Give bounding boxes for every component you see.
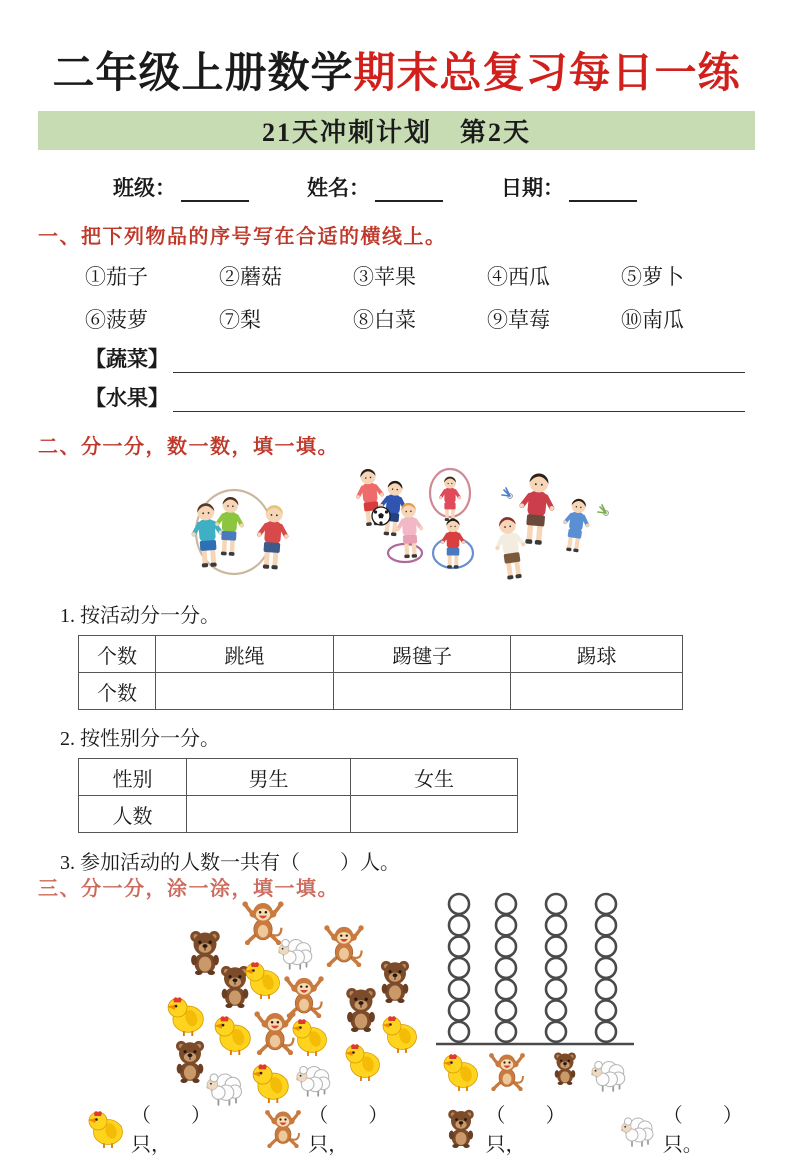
student-info-row [113, 172, 793, 202]
fruit-label: 【水果】 [85, 386, 169, 410]
vegetable-answer-row [85, 343, 745, 373]
tally-circle-bear[interactable] [546, 937, 566, 957]
tally-circle-chick[interactable] [449, 1022, 469, 1042]
shuttlecock-green-icon [598, 505, 608, 515]
monkey-icon [324, 925, 363, 967]
item-2: ②蘑菇 [219, 265, 282, 289]
shuttlecock-blue-icon [502, 488, 512, 498]
kids-illustration-canvas [0, 461, 793, 596]
answer-cell[interactable] [351, 796, 518, 833]
fruit-answer-row [85, 382, 745, 412]
item-10: ⑩南瓜 [621, 308, 684, 332]
bear-icon [554, 1052, 576, 1085]
question-1-label: 1. 按活动分一分。 [60, 605, 220, 627]
name-field [307, 172, 443, 202]
chick-icon [252, 1064, 288, 1103]
count-blank-text: （ ）只， [308, 1105, 389, 1156]
header-cell: 踢毽子 [334, 636, 511, 673]
date-label: 日期： [501, 176, 564, 200]
table-row [79, 673, 683, 710]
monkey-icon [242, 901, 283, 945]
sheep-icon [616, 1106, 660, 1150]
header-cell: 性别 [79, 759, 187, 796]
title-red: 期末总复习每日一练 [353, 51, 741, 97]
tally-circle-chick[interactable] [449, 894, 469, 914]
tally-circle-chick[interactable] [449, 1001, 469, 1021]
tally-circle-bear[interactable] [546, 958, 566, 978]
item-9: ⑨草莓 [487, 308, 550, 332]
row-label-cell: 人数 [79, 796, 187, 833]
tally-circle-sheep[interactable] [596, 894, 616, 914]
tally-circle-chick[interactable] [449, 979, 469, 999]
item-1: ①茄子 [85, 265, 148, 289]
chick-icon [84, 1106, 128, 1150]
sheep-icon [296, 1066, 330, 1096]
bear-icon [439, 1106, 483, 1150]
header-cell: 女生 [351, 759, 518, 796]
name-blank[interactable] [375, 178, 443, 202]
count-blank-chick[interactable] [84, 1099, 247, 1157]
item-7: ⑦梨 [219, 308, 261, 332]
chick-icon [443, 1054, 478, 1091]
count-blank-monkey[interactable] [261, 1099, 424, 1157]
worksheet-page [0, 40, 793, 1162]
chick-icon [214, 1016, 250, 1055]
tally-circle-monkey[interactable] [496, 1001, 516, 1021]
chick-icon [245, 962, 280, 999]
question-2-label: 2. 按性别分一分。 [60, 728, 220, 750]
count-blank-bear[interactable] [439, 1099, 602, 1157]
sheep-icon [591, 1061, 625, 1091]
children-activities-illustration [0, 461, 793, 596]
answer-cell[interactable] [511, 673, 683, 710]
item-list [85, 261, 793, 334]
item-8: ⑧白菜 [353, 308, 416, 332]
answer-cell[interactable] [334, 673, 511, 710]
count-blank-text: （ ）只。 [662, 1105, 743, 1156]
monkey-icon [254, 1011, 295, 1055]
monkey-icon [261, 1106, 305, 1150]
monkey-icon [489, 1053, 525, 1091]
tally-circle-bear[interactable] [546, 1001, 566, 1021]
counting-section [0, 883, 793, 1095]
vegetable-label: 【蔬菜】 [85, 347, 169, 371]
vegetable-answer-line[interactable] [173, 346, 745, 373]
tally-circle-sheep[interactable] [596, 1001, 616, 1021]
header-cell: 跳绳 [156, 636, 334, 673]
gender-table [78, 758, 518, 833]
animal-tally-canvas [0, 883, 793, 1095]
tally-circle-chick[interactable] [449, 937, 469, 957]
tally-circle-sheep[interactable] [596, 958, 616, 978]
boy-overalls-figure [560, 497, 593, 553]
answer-cell[interactable] [156, 673, 334, 710]
activity-table [78, 635, 683, 710]
answer-cell[interactable] [187, 796, 351, 833]
tally-circle-sheep[interactable] [596, 1022, 616, 1042]
tally-circle-sheep[interactable] [596, 979, 616, 999]
item-3: ③苹果 [353, 265, 416, 289]
item-4: ④西瓜 [487, 265, 550, 289]
chick-icon [345, 1044, 380, 1081]
tally-circle-chick[interactable] [449, 958, 469, 978]
kicking-girl-figure [491, 515, 529, 581]
tally-circle-bear[interactable] [546, 894, 566, 914]
tally-circle-monkey[interactable] [496, 979, 516, 999]
date-field [501, 172, 637, 202]
chick-icon [382, 1016, 417, 1053]
tally-circle-monkey[interactable] [496, 894, 516, 914]
chick-icon [167, 997, 203, 1036]
tally-circle-monkey[interactable] [496, 958, 516, 978]
chick-icon [292, 1019, 327, 1056]
tally-circle-monkey[interactable] [496, 1022, 516, 1042]
header-cell: 踢球 [511, 636, 683, 673]
monkey-icon [284, 976, 323, 1018]
count-blank-text: （ ）只， [131, 1105, 211, 1156]
header-cell: 男生 [187, 759, 351, 796]
class-blank[interactable] [181, 178, 249, 202]
header-cell: 个数 [79, 636, 156, 673]
bear-icon [221, 966, 249, 1008]
tally-circle-bear[interactable] [546, 915, 566, 935]
plan-banner [38, 111, 755, 150]
rope-boy-red-figure [441, 519, 465, 569]
tally-circle-monkey[interactable] [496, 915, 516, 935]
question-3-text: 3. 参加活动的人数一共有（ ）人。 [60, 852, 400, 874]
section-one-heading: 一、把下列物品的序号写在合适的横线上。 [38, 226, 447, 248]
section-three-heading-clipped [38, 872, 793, 900]
bear-icon [346, 988, 375, 1032]
table-row [79, 636, 683, 673]
count-blank-sheep[interactable] [616, 1099, 779, 1157]
fruit-answer-line[interactable] [173, 385, 745, 412]
class-field [113, 172, 249, 202]
page-title [0, 40, 793, 100]
tally-circle-bear[interactable] [546, 1022, 566, 1042]
bear-icon [190, 931, 219, 975]
item-6: ⑥菠萝 [85, 308, 148, 332]
kicking-boy-red-figure [516, 472, 556, 546]
tally-circle-chick[interactable] [449, 915, 469, 935]
girl-rope-turner-left-figure [190, 502, 225, 568]
soccer-ball-icon [372, 507, 390, 525]
tally-circle-sheep[interactable] [596, 937, 616, 957]
tally-circle-monkey[interactable] [496, 937, 516, 957]
row-label-cell: 个数 [79, 673, 156, 710]
name-label: 姓名： [307, 176, 370, 200]
table-row [79, 796, 518, 833]
count-fill-row [84, 1099, 793, 1157]
tally-circle-bear[interactable] [546, 979, 566, 999]
item-5: ⑤萝卜 [621, 265, 684, 289]
count-blank-text: （ ）只， [485, 1105, 566, 1156]
title-black: 二年级上册数学 [52, 51, 354, 97]
sheep-icon [278, 939, 312, 969]
bear-icon [381, 961, 409, 1003]
boy-rope-turner-right-figure [255, 504, 290, 570]
section-two-heading: 二、分一分，数一数，填一填。 [38, 436, 339, 458]
date-blank[interactable] [569, 178, 637, 202]
section-three-heading-text: 三、分一分，涂一涂，填一填。 [38, 878, 339, 900]
banner-text: 21天冲刺计划 第2天 [261, 118, 531, 147]
tally-circle-sheep[interactable] [596, 915, 616, 935]
class-label: 班级： [113, 176, 176, 200]
table-row [79, 759, 518, 796]
bear-icon [176, 1041, 204, 1083]
